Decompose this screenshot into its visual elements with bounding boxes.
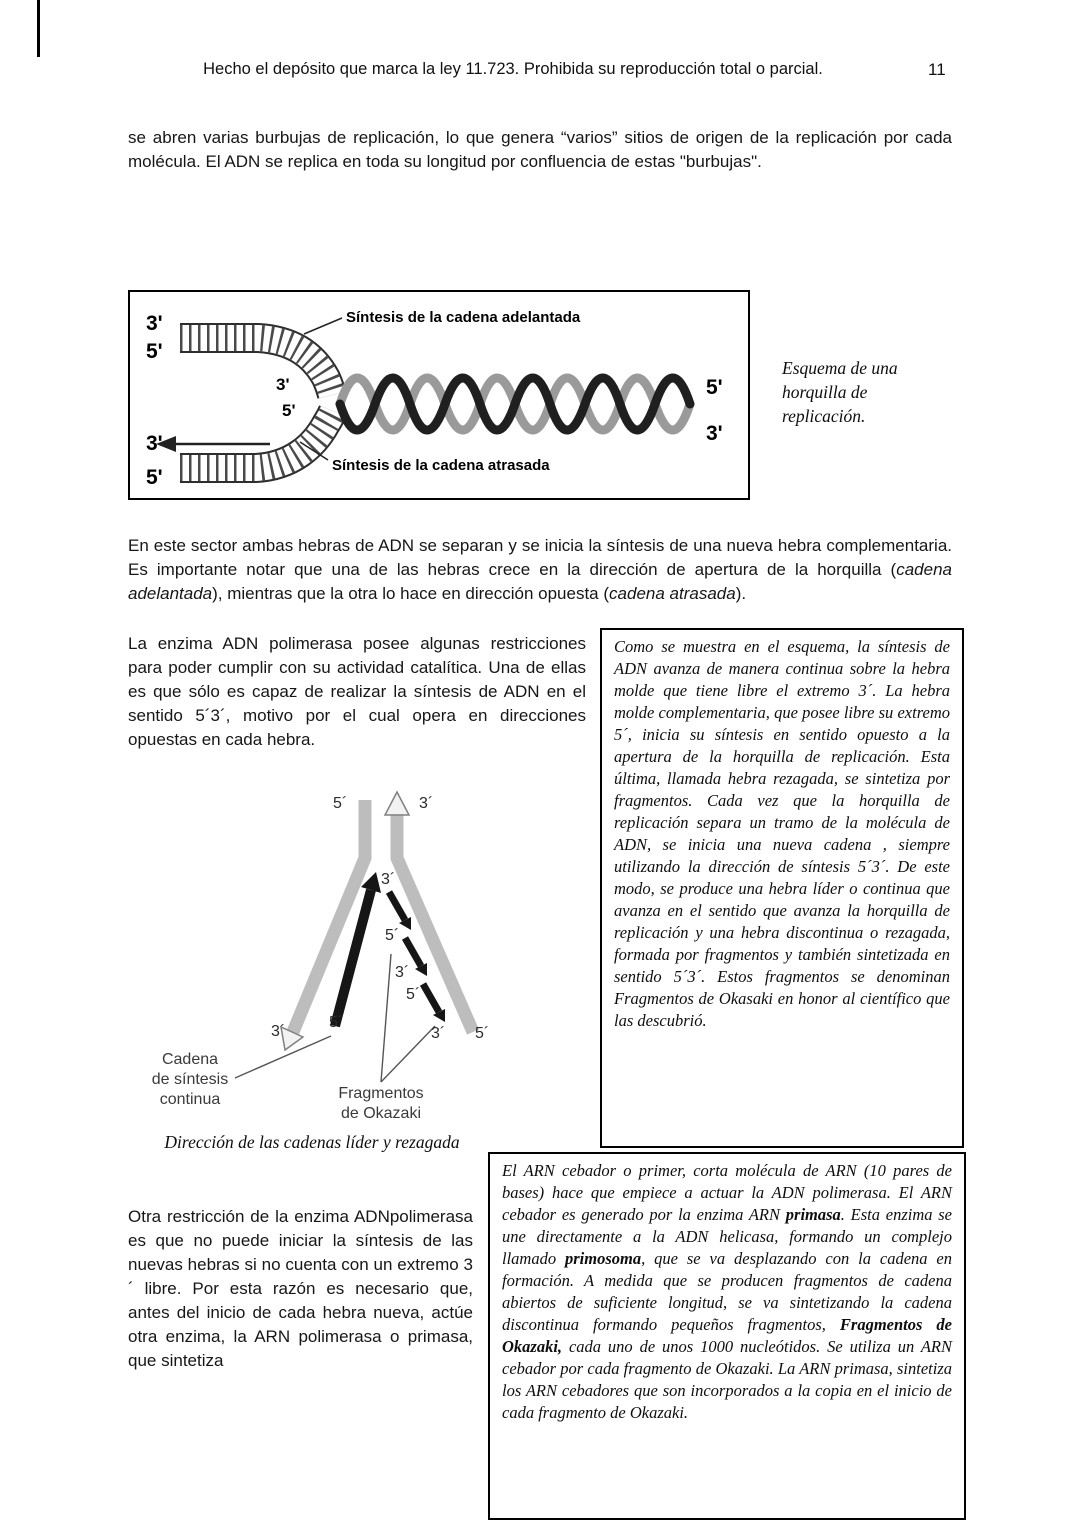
label-5-prime-bottom-right: 5´: [475, 1025, 490, 1042]
paragraph-primase: Otra restricción de la enzima ADNpolimerasa es que no puede iniciar la síntesis de las nuevas hebras si no cuenta con un extremo 3´ libre. Por esta razón es necesario que, antes del inicio de cada hebra nueva, actúe otra enzima, la ARN polimerasa o primasa, que sintetiza: [128, 1207, 473, 1370]
lagging-direction-arrow: [156, 436, 270, 452]
template-strand-left: [281, 800, 365, 1050]
replication-fork-diagram: [130, 292, 748, 498]
label-okazaki-line2: de Okazaki: [340, 1105, 422, 1122]
okazaki-fragment-arrow-3: [423, 984, 445, 1022]
label-3-prime-top-left: 3': [146, 312, 163, 335]
sidebar-note-primer: El ARN cebador o primer, corta molécula de ARN (10 pares de bases) hace que empiece a actuar la ADN polimerasa. El ARN cebador es generado por la enzima ARN primasa. Esta enzima se une directamente a la ADN helicasa, formando un complejo llamado primosoma, que se va desplazando con la cadena en formación. A medida que se producen fragmentos de cadena abiertos de suficiente longitud, se va sintetizando la cadena discontinua formando pequeños fragmentos, Fragmentos de Okazaki, cada uno de unos 1000 nucleótidos. Se utiliza un ARN cebador por cada fragmento de Okazaki. La ARN primasa, sintetiza los ARN cebadores que son incorporados a la copia en el inicio de cada fragmento de Okazaki.: [488, 1152, 966, 1520]
leading-strand-band: [180, 338, 332, 395]
right-band-arrowhead: [385, 792, 409, 815]
page-number: 11: [928, 60, 946, 79]
label-3-prime-right: 3': [706, 422, 723, 445]
leading-caption-leader-line: [304, 318, 342, 334]
label-continuous-line1: Cadena: [161, 1051, 219, 1068]
label-3-prime-fragment-b: 3´: [395, 964, 410, 981]
paragraph-polymerase-restriction: La enzima ADN polimerasa posee algunas restricciones para poder cumplir con su actividad catalítica. Una de ellas es que sólo es capaz de realizar la síntesis de ADN en el sentido 5´3´, motivo por el cual opera en direcciones opuestas en cada hebra.: [128, 634, 586, 749]
label-3-prime-leading-tip: 3´: [381, 871, 396, 888]
label-5-prime-fork: 5': [282, 401, 296, 420]
label-5-prime-fragment-a: 5´: [385, 927, 400, 944]
figure1-caption: Esquema de una horquilla de replicación.: [782, 358, 898, 426]
paragraph-intro: se abren varias burbujas de replicación, lo que genera “varios” sitios de origen de la replicación por cada molécula. El ADN se replica en toda su longitud por confluencia de estas "burbujas".: [128, 128, 952, 171]
label-leading-synthesis: Síntesis de la cadena adelantada: [346, 309, 581, 326]
figure2-caption: Dirección de las cadenas líder y rezagada: [164, 1132, 460, 1152]
label-5-prime-top-left: 5': [146, 340, 163, 363]
strand-direction-diagram: [135, 786, 510, 1131]
helix-strand-b: [340, 378, 690, 430]
label-3-prime-bottom-right: 3´: [431, 1025, 446, 1042]
okazaki-label-leader-line-1: [381, 954, 391, 1082]
label-lagging-synthesis: Síntesis de la cadena atrasada: [332, 457, 550, 474]
sidebar-note-synthesis: Como se muestra en el esquema, la síntesis de ADN avanza de manera continua sobre la hebra molde que tiene libre el extremo 3´. La hebra molde complementaria, que posee libre su extremo 5´, inicia su síntesis en sentido opuesto a la apertura de la horquilla de replicación. Esta última, llamada hebra rezagada, se sintetiza por fragmentos. Cada vez que la horquilla de replicación separa un tramo de la molécula de ADN, se inicia una nueva cadena , siempre utilizando la dirección de síntesis 5´3´. De este modo, se produce una hebra líder o continua que avanza en el sentido que avanza la horquilla de replicación y una hebra discontinua o rezagada, formada por fragmentos y también sintetizada en sentido 5´3´. Estos fragmentos se denominan Fragmentos de Okasaki en honor al científico que las descubrió.: [600, 628, 964, 1148]
label-3-prime-bottom-left: 3´: [271, 1023, 286, 1040]
continuous-synthesis-arrow: [335, 872, 381, 1026]
label-3-prime-top: 3´: [419, 795, 434, 812]
label-continuous-line3: continua: [159, 1091, 221, 1108]
label-okazaki-line1: Fragmentos: [338, 1085, 424, 1102]
label-5-prime-bottom-left: 5´: [329, 1014, 344, 1031]
figure-replication-fork: [128, 290, 750, 500]
okazaki-label-leader-line-2: [381, 1026, 435, 1082]
label-5-prime-top: 5´: [333, 795, 348, 812]
label-5-prime-fragment-b: 5´: [406, 986, 421, 1003]
header-notice: Hecho el depósito que marca la ley 11.723. Prohibida su reproducción total o parcial.: [203, 60, 823, 78]
dna-double-helix: [340, 378, 690, 430]
paragraph-fork-explanation: En este sector ambas hebras de ADN se separan y se inicia la síntesis de una nueva hebra complementaria. Es importante notar que una de las hebras crece en la dirección de apertura de la horquilla (cadena adelantada), mientras que la otra lo hace en dirección opuesta (cadena atrasada).: [128, 536, 952, 603]
label-continuous-line2: de síntesis: [151, 1071, 229, 1088]
scan-artifact-line: [37, 0, 40, 57]
label-5-prime-bottom-left: 5': [146, 466, 163, 489]
lagging-strand-band: [180, 411, 333, 468]
label-5-prime-right: 5': [706, 376, 723, 399]
label-3-prime-bottom-left: 3': [146, 432, 163, 455]
label-3-prime-fork: 3': [276, 375, 290, 394]
